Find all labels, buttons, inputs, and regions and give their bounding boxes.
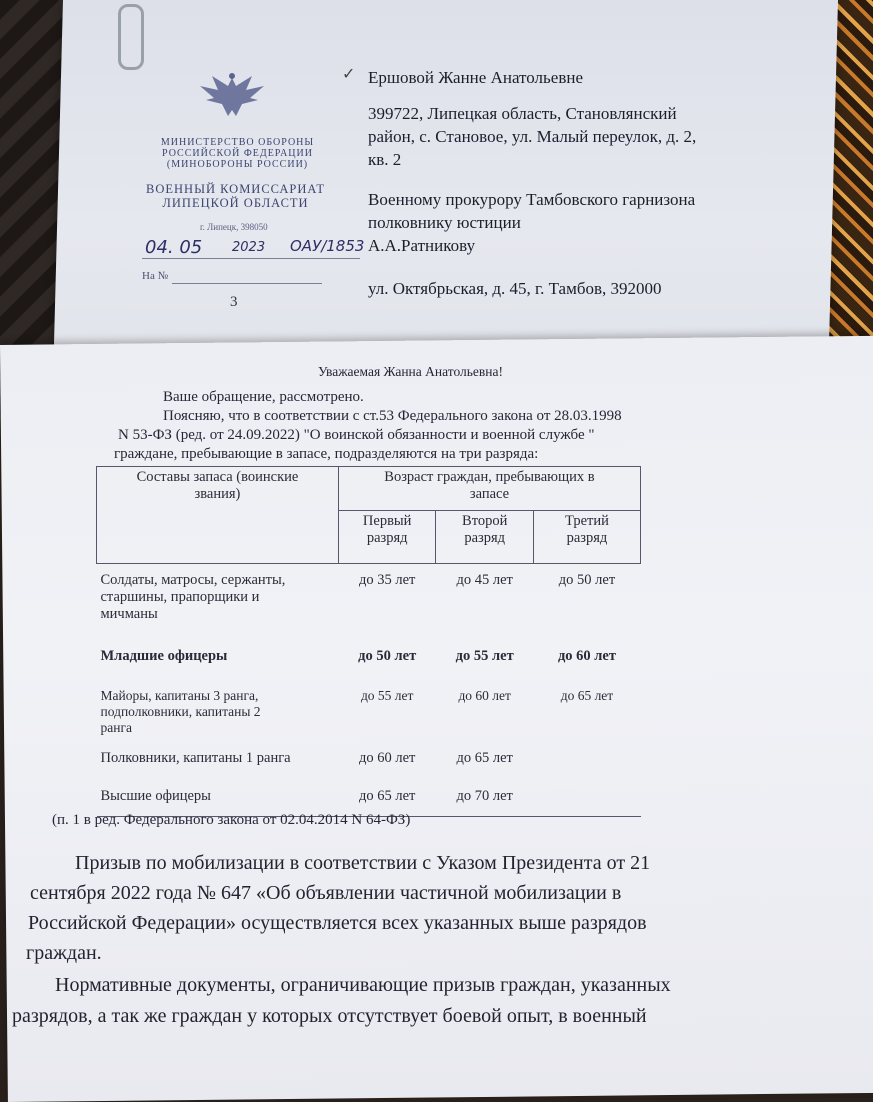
greeting: Уважаемая Жанна Анатольевна! [318,364,504,379]
ministry-line-2: РОССИЙСКОЙ ФЕДЕРАЦИИ [162,148,313,159]
normative-line-1: Нормативные документы, ограничивающие призыв граждан, указанных [55,974,671,996]
table-header-category-3b: разряд [566,530,608,547]
table-header-category-2b: разряд [464,530,506,547]
mobilization-line-1: Призыв по мобилизации в соответствии с Указом Президента от 21 [75,852,651,874]
table-header-age-1: Возраст граждан, пребывающих в [384,469,595,485]
table-row: Майоры, капитаны 3 ранга, подполковники, капитаны 2 ранга до 55 лет до 60 лет до 65 лет [100,688,614,735]
commissariat-line-1: ВОЕННЫЙ КОМИССАРИАТ [146,182,325,196]
ministry-line-3: (МИНОБОРОНЫ РОССИИ) [166,159,309,170]
table-header-category-3a: Третий [565,513,609,530]
normative-line-2: разрядов, а так же граждан у которых отсутствует боевой опыт, в военный [12,1005,647,1027]
mobilization-line-4: граждан. [26,942,102,964]
recipient-name: Ершовой Жанне Анатольевне [368,68,583,87]
mobilization-line-2: сентября 2022 года № 647 «Об объявлении частичной мобилизации в [30,882,622,904]
table-row: Младшие офицеры до 50 лет до 55 лет до 60 лет [100,648,616,664]
table-header-category-1a: Первый [362,513,412,530]
table-row: Полковники, капитаны 1 ранга до 60 лет до 65 лет [100,750,513,766]
copy-to-address: ул. Октябрьская, д. 45, г. Тамбов, 392000 [368,279,662,298]
copy-to-line-2: полковнику юстиции [368,213,521,232]
recipient-address-line-1: 399722, Липецкая область, Становлянский [368,104,677,123]
paragraph-2-line-3: граждане, пребывающие в запасе, подразделяются на три разряда: [114,446,539,462]
recipient-address-line-2: район, с. Становое, ул. Малый переулок, д. 2, [368,127,697,146]
outgoing-number: ОАУ/1853 [290,237,365,255]
table-row: Солдаты, матросы, сержанты, старшины, прапорщики и мичманы до 35 лет до 45 лет до 50 лет [100,572,616,622]
table-header-composition-1: Составы запаса (воинские [136,469,299,485]
check-mark-icon: ✓ [342,64,356,83]
paragraph-1: Ваше обращение, рассмотрено. [163,389,364,405]
handwritten-date: 04. 05 [145,237,203,258]
table-row: Высшие офицеры до 65 лет до 70 лет [97,786,641,817]
table-footnote: (п. 1 в ред. Федерального закона от 02.04.2014 N 64-ФЗ) [52,812,411,828]
sender-city: г. Липецк, 398050 [200,222,268,232]
table-header-age-2: запасе [469,486,510,502]
mobilization-line-3: Российской Федерации» осуществляется всех указанных выше разрядов [28,912,647,934]
paragraph-2-line-1: Поясняю, что в соответствии с ст.53 Федерального закона от 28.03.1998 [163,408,622,424]
commissariat-line-2: ЛИПЕЦКОЙ ОБЛАСТИ [162,196,309,210]
ministry-line-1: МИНИСТЕРСТВО ОБОРОНЫ [160,137,315,148]
page-number: 3 [230,294,238,310]
reference-number-label: На № [142,270,169,282]
copy-to-line-3: А.А.Ратникову [368,236,476,255]
table-header-composition-2: звания) [194,486,241,502]
recipient-address-line-3: кв. 2 [368,150,402,169]
handwritten-year: 2023 [232,240,266,255]
paragraph-2-line-2: N 53-ФЗ (ред. от 24.09.2022) "О воинской обязанности и военной службе " [118,427,595,443]
copy-to-line-1: Военному прокурору Тамбовского гарнизона [368,190,696,209]
paper-clip-icon [118,4,144,70]
table-header-category-1b: разряд [366,530,408,547]
eagle-emblem-icon [192,70,272,120]
table-header-category-2a: Второй [462,513,508,530]
reserve-rank-table [96,466,641,817]
